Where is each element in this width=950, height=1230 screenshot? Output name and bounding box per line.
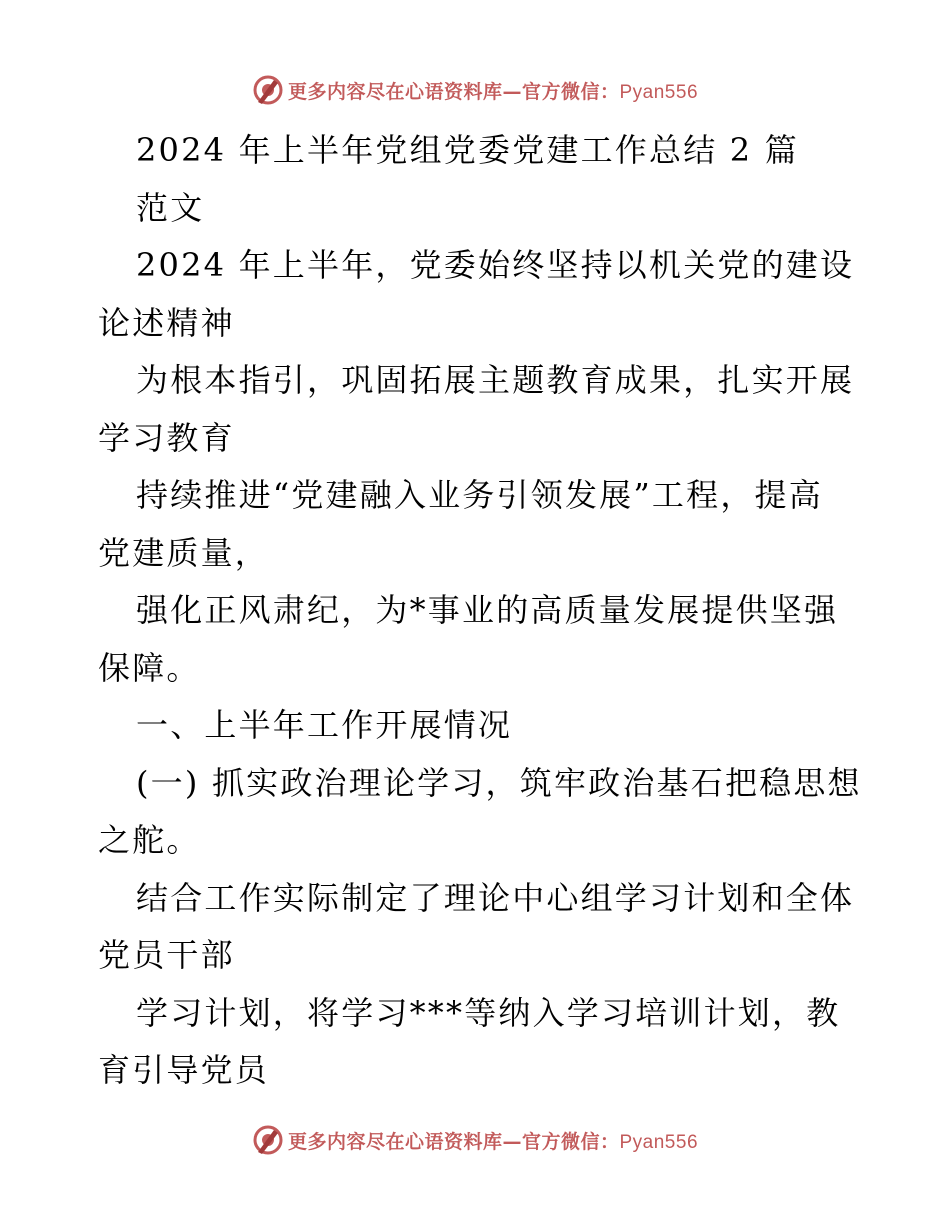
doc-title-line-1: 2024 年上半年党组党委党建工作总结 2 篇 xyxy=(136,131,799,169)
document-body xyxy=(98,122,862,1100)
paragraph-line: 为根本指引，巩固拓展主题教育成果，扎实开展 xyxy=(136,361,855,399)
paragraph-line: 持续推进“党建融入业务引领发展”工程，提高 xyxy=(136,476,823,514)
section-heading: 一、上半年工作开展情况 xyxy=(136,706,513,744)
header-watermark xyxy=(0,70,950,110)
paragraph-line: 党建质量， xyxy=(98,533,270,572)
doc-title-line-2: 范文 xyxy=(136,188,205,227)
fountain-pen-seal-icon xyxy=(252,1124,284,1156)
footer-watermark xyxy=(0,1120,950,1160)
paragraph-line: 保障。 xyxy=(98,648,201,687)
subsection-heading: (一) 抓实政治理论学习，筑牢政治基石把稳思想 xyxy=(136,763,862,802)
fountain-pen-seal-icon xyxy=(252,74,284,106)
paragraph-line: 学习计划，将学习***等纳入学习培训计划，教 xyxy=(136,993,841,1032)
paragraph-line: 结合工作实际制定了理论中心组学习计划和全体 xyxy=(136,878,855,917)
paragraph-line: 学习教育 xyxy=(98,418,235,457)
paragraph-line: 论述精神 xyxy=(98,303,235,342)
paragraph-line: 2024 年上半年，党委始终坚持以机关党的建设 xyxy=(136,246,855,284)
subsection-heading-cont: 之舵。 xyxy=(98,821,201,859)
paragraph-line: 育引导党员 xyxy=(98,1051,270,1089)
watermark-text: 更多内容尽在心语资料库—官方微信：Pyan556 xyxy=(287,80,699,103)
paragraph-line: 强化正风肃纪，为*事业的高质量发展提供坚强 xyxy=(136,591,839,629)
paragraph-line: 党员干部 xyxy=(98,936,235,974)
watermark-text: 更多内容尽在心语资料库—官方微信：Pyan556 xyxy=(287,1130,699,1153)
